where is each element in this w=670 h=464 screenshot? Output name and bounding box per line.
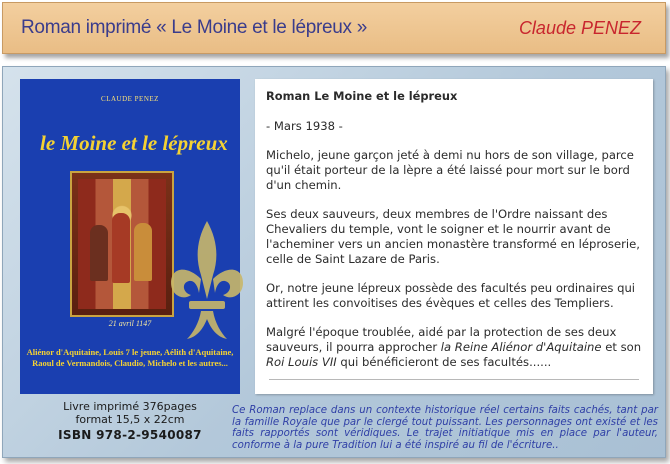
description-paragraph-4: Malgré l'époque troublée, aidé par la protection de ses deux sauveurs, il pourra approcher la Reine Aliénor d'Aquitaine et son Roi Louis VII qui bénéficieront de ses facultés...... (266, 325, 642, 369)
description-paragraph-3: Or, notre jeune lépreux possède des facultés peu ordinaires qui attirent les convoitises des évèques et celles des Templiers. (266, 281, 636, 310)
queen-name: la Reine Aliénor d'Aquitaine (440, 340, 602, 354)
book-pages: Livre imprimé 376pages (63, 400, 197, 413)
cover-painting (70, 171, 174, 317)
book-panel (2, 66, 666, 458)
description-paragraph-2: Ses deux sauveurs, deux membres de l'Ordre naissant des Chevaliers du temple, vont le soigner et le nourrir avant de l'acheminer vers un ancien monastère transformé en léproserie, celle de Saint Lazare de Paris. (266, 207, 640, 266)
book-info (20, 400, 240, 442)
king-name: Roi Louis VII (266, 355, 337, 369)
description-paragraph-1: Michelo, jeune garçon jeté à demi nu hors de son village, parce qu'il était porteur de la lèpre a été laissé pour mort sur le bord d'un chemin. (266, 148, 634, 192)
divider (269, 379, 639, 380)
description-date: - Mars 1938 - (266, 119, 343, 133)
header-banner (2, 2, 666, 54)
isbn-label: ISBN (58, 428, 92, 442)
footer-note: Ce Roman replace dans un contexte historique réel certains faits cachés, tant par la famille Royale que par le clergé tout puissant. Les personnages ont existé et les faits rapportés sont véridiques. Le trajet initiatique mis en place par l'auteur, conforme à la pure Tradition lui a été inspiré au fil de l'écriture.. (232, 405, 658, 451)
author-name: Claude PENEZ (518, 18, 641, 38)
page-title: Roman imprimé « Le Moine et le lépreux » (21, 17, 368, 38)
cover-title: le Moine et le lépreux (40, 131, 228, 155)
description-title: Roman Le Moine et le lépreux (266, 89, 458, 103)
isbn-value: 978-2-9540087 (96, 428, 202, 442)
description-box (255, 79, 653, 394)
fleur-de-lis-icon (167, 217, 247, 347)
book-format: format 15,5 x 22cm (75, 413, 185, 426)
book-isbn (20, 428, 240, 442)
cover-names: Aliénor d'Aquitaine, Louis 7 le jeune, Aélith d'Aquitaine, Raoul de Vermandois, Claudio, Michelo et les autres... (26, 347, 234, 368)
cover-date: 21 avril 1147 (108, 319, 152, 328)
cover-author: CLAUDE PENEZ (101, 95, 159, 103)
